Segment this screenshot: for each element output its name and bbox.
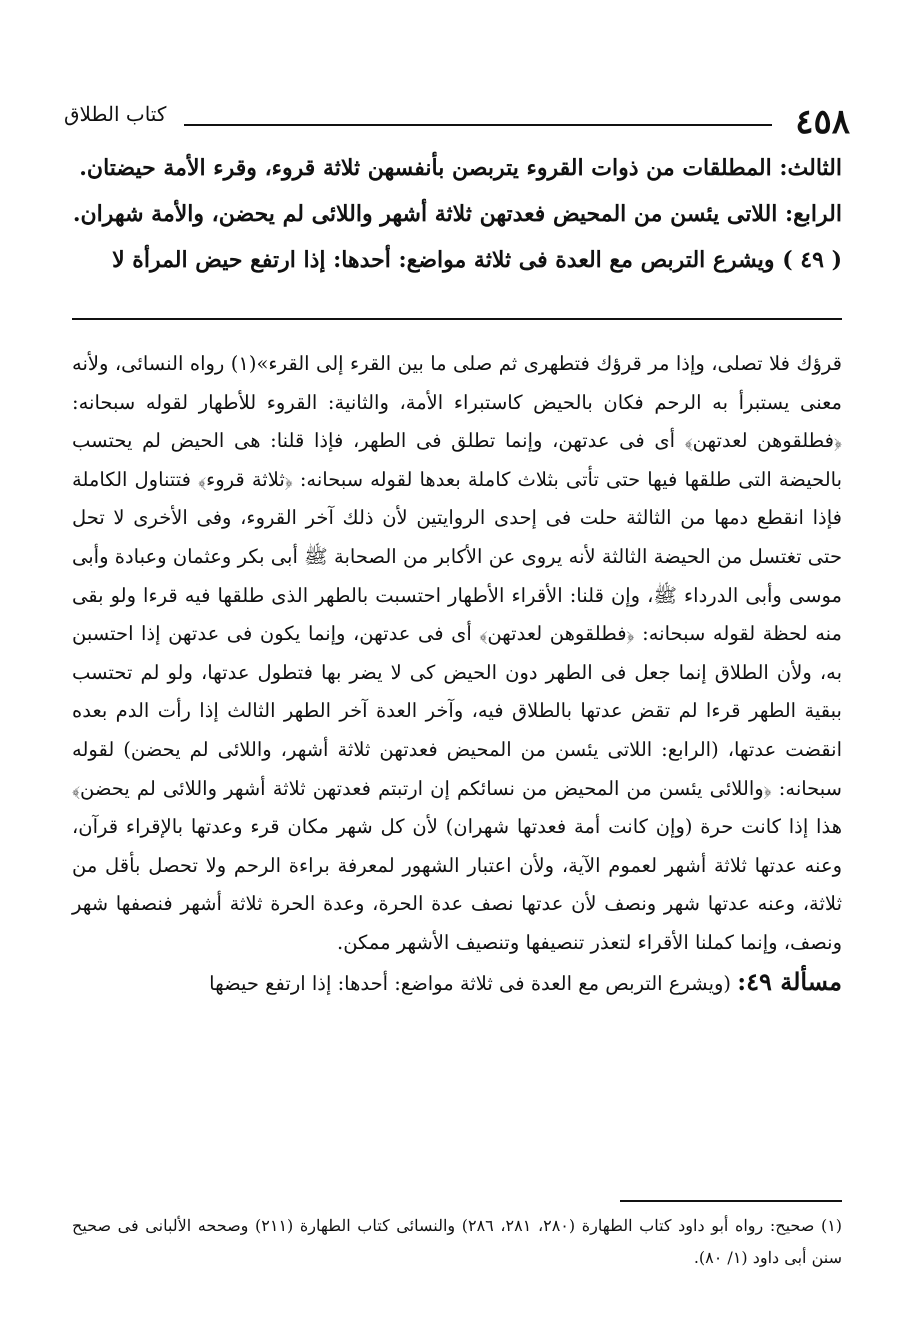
header-rule <box>184 124 772 126</box>
footnotes <box>72 1210 842 1274</box>
footnote-separator <box>620 1200 842 1202</box>
commentary-paragraph: قرؤك فلا تصلى، وإذا مر قرؤك فتطهرى ثم صلى ما بين القرء إلى القرء»(١) رواه النسائى، ولأنه معنى يستبرأ به الرحم فكان بالحيض كاستبراء الأمة، والثانية: القروء للأطهار لقوله سبحانه: ﴿فطلقوهن لعدتهن﴾ أى فى عدتهن، وإنما تطلق فى الطهر، فإذا قلنا: هى الحيض لم يحتسب بالحيضة التى طلقها فيها حتى تأتى بثلاث كاملة بعدها لقوله سبحانه: ﴿ثلاثة قروء﴾ فتتناول الكاملة فإذا انقطع دمها من الثالثة حلت فى إحدى الروايتين لأن ذلك آخر القروء، وفى الأخرى لا تحل حتى تغتسل من الحيضة الثالثة لأنه يروى عن الأكابر من الصحابة ﷺ أبى بكر وعثمان وعبادة وأبى موسى وأبى الدرداء ﷺ، وإن قلنا: الأقراء الأطهار احتسبت بالطهر الذى طلقها فيه قرءا ولو بقى منه لحظة لقوله سبحانه: ﴿فطلقوهن لعدتهن﴾ أى فى عدتهن، وإنما يكون فى عدتهن إذا احتسبن به، ولأن الطلاق إنما جعل فى الطهر دون الحيض كى لا يضر بها فتطول عدتها، ولو لم تحتسب ببقية الطهر قرءا لم تقض عدتها بالطلاق فيه، وآخر العدة آخر الطهر الثالث إذا رأت الدم بعده انقضت عدتها، (الرابع: اللاتى يئسن من المحيض فعدتهن ثلاثة أشهر، واللائى لم يحضن) لقوله سبحانه: ﴿واللائى يئسن من المحيض من نسائكم إن ارتبتم فعدتهن ثلاثة أشهر واللائى لم يحضن﴾ هذا إذا كانت حرة (وإن كانت أمة فعدتها شهران) لأن كل شهر مكان قرء وعدتها بالإقراء قرآن، وعنه عدتها ثلاثة أشهر لعموم الآية، ولأن اعتبار الشهور لمعرفة براءة الرحم ولا تحصل بأقل من ثلاثة، وعنه عدتها شهر ونصف لأن عدتها نصف عدة الحرة، وعدة الحرة ثلاثة أشهر فنصفها شهر ونصف، وإنما كملنا الأقراء لتعذر تنصيفها وتنصيف الأشهر ممكن. <box>72 352 842 954</box>
matn-line-fourth: الرابع: اللاتى يئسن من المحيض فعدتهن ثلاثة أشهر واللائى لم يحضن، والأمة شهران. <box>72 201 842 227</box>
commentary-text <box>72 345 842 1003</box>
issue-text: (ويشرع التربص مع العدة فى ثلاثة مواضع: أحدها: إذا ارتفع حيضها <box>209 971 732 995</box>
page-header <box>64 98 850 142</box>
issue-label: مسألة ٤٩: <box>737 966 842 996</box>
matn-line-third: الثالث: المطلقات من ذوات القروء يتربصن بأنفسهن ثلاثة قروء، وقرء الأمة حيضتان. <box>79 155 842 181</box>
issue-line <box>72 963 842 1004</box>
book-title: كتاب الطلاق <box>64 102 167 126</box>
matn-separator <box>72 318 842 320</box>
footnote-1: (١) صحيح: رواه أبو داود كتاب الطهارة (٢٨٠، ٢٨١، ٢٨٦) والنسائى كتاب الطهارة (٢١١) وصححه الألبانى فى صحيح سنن أبى داود (١/ ٨٠). <box>72 1216 843 1267</box>
matn-line-issue-49: ( ٤٩ ) ويشرع التربص مع العدة فى ثلاثة مواضع: أحدها: إذا ارتفع حيض المرأة لا <box>112 247 842 273</box>
page-number: ٤٥٨ <box>795 102 850 142</box>
matn-text <box>72 145 842 283</box>
